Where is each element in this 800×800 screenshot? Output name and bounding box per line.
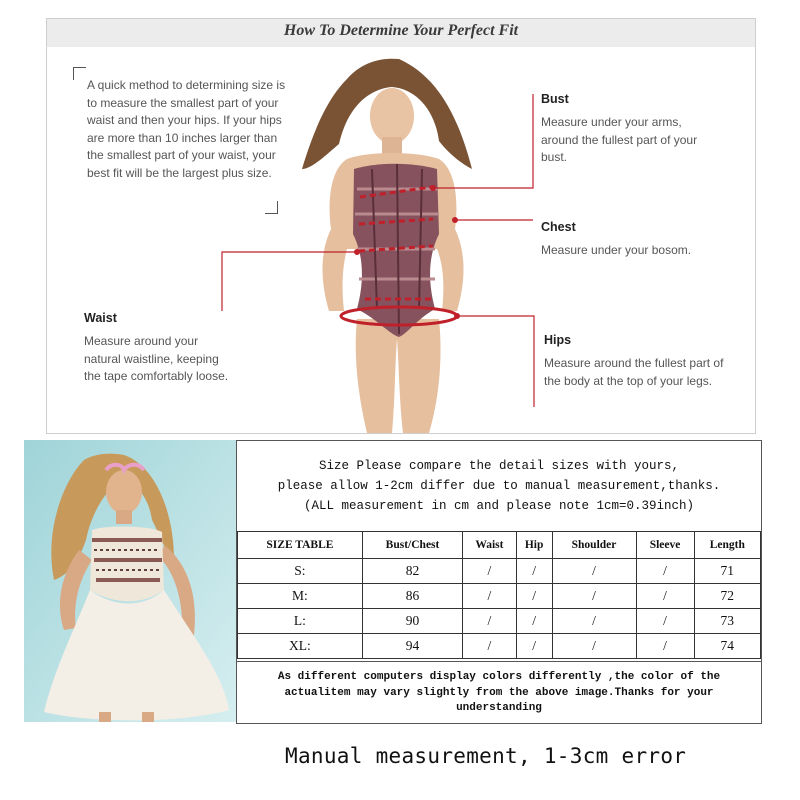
guide-title: How To Determine Your Perfect Fit — [283, 22, 519, 39]
cell-length: 72 — [694, 584, 760, 609]
cell-size: L: — [238, 609, 363, 634]
table-row — [238, 559, 761, 584]
header-shoulder: Shoulder — [552, 532, 636, 559]
cell-waist: / — [463, 584, 516, 609]
hips-text: Measure around the fullest part of the body at the top of your legs. — [544, 356, 724, 388]
measurement-footnote: Manual measurement, 1-3cm error — [285, 744, 687, 768]
bust-text: Measure under your arms, around the fullest part of your bust. — [541, 115, 698, 164]
header-length: Length — [694, 532, 760, 559]
cell-hip: / — [516, 584, 552, 609]
fit-guide-panel — [46, 18, 756, 434]
table-row — [238, 584, 761, 609]
cell-length: 71 — [694, 559, 760, 584]
cell-bust-chest: 82 — [362, 559, 462, 584]
chest-title: Chest — [541, 220, 576, 234]
waist-text: Measure around your natural waistline, keeping the tape comfortably loose. — [84, 334, 229, 383]
cell-shoulder: / — [552, 559, 636, 584]
disclaimer-line-2: actualitem may vary slightly from the above image.Thanks for your — [284, 686, 714, 699]
cell-length: 74 — [694, 634, 760, 659]
quote-corner-bottom-right — [265, 201, 278, 214]
bust-title: Bust — [541, 92, 569, 106]
cell-length: 73 — [694, 609, 760, 634]
cell-shoulder: / — [552, 584, 636, 609]
cell-bust-chest: 94 — [362, 634, 462, 659]
cell-waist: / — [463, 559, 516, 584]
size-notice — [237, 456, 761, 516]
size-notice-line-3: (ALL measurement in cm and please note 1cm=0.39inch) — [303, 499, 695, 513]
size-table-header-row — [238, 532, 761, 559]
hips-pointer — [457, 316, 534, 407]
size-table — [237, 531, 761, 659]
header-bust-chest: Bust/Chest — [362, 532, 462, 559]
hips-title: Hips — [544, 333, 572, 347]
intro-text: A quick method to determining size is to measure the smallest part of your waist and then your hips. If your hips are more than 10 inches larger than the smallest part of your waist, your best fit will be the largest plus size. — [87, 78, 286, 180]
cell-sleeve: / — [636, 634, 694, 659]
size-table-panel — [236, 440, 762, 724]
cell-hip: / — [516, 559, 552, 584]
disclaimer-line-3: understanding — [456, 702, 542, 714]
cell-size: XL: — [238, 634, 363, 659]
quote-corner-top-left — [73, 67, 86, 80]
chest-text: Measure under your bosom. — [541, 243, 692, 257]
disclaimer-line-1: As different computers display colors differently ,the color of the — [277, 671, 721, 683]
cell-bust-chest: 90 — [362, 609, 462, 634]
cell-shoulder: / — [552, 609, 636, 634]
header-hip: Hip — [516, 532, 552, 559]
size-notice-line-2: please allow 1-2cm differ due to manual measurement,thanks. — [277, 479, 721, 493]
cell-size: S: — [238, 559, 363, 584]
cell-sleeve: / — [636, 584, 694, 609]
size-notice-line-1: Size Please compare the detail sizes with yours, — [318, 459, 680, 473]
cell-sleeve: / — [636, 559, 694, 584]
waist-title: Waist — [84, 311, 117, 325]
model-face — [370, 88, 414, 144]
disclaimer-divider — [237, 661, 761, 662]
table-row — [238, 634, 761, 659]
cell-waist: / — [463, 609, 516, 634]
dress-product-photo — [24, 440, 236, 722]
cell-hip: / — [516, 609, 552, 634]
color-disclaimer — [237, 670, 761, 717]
cell-shoulder: / — [552, 634, 636, 659]
cell-bust-chest: 86 — [362, 584, 462, 609]
cell-hip: / — [516, 634, 552, 659]
header-sleeve: Sleeve — [636, 532, 694, 559]
cell-sleeve: / — [636, 609, 694, 634]
header-waist: Waist — [463, 532, 516, 559]
cell-size: M: — [238, 584, 363, 609]
header-size-table: SIZE TABLE — [238, 532, 363, 559]
table-row — [238, 609, 761, 634]
cell-waist: / — [463, 634, 516, 659]
